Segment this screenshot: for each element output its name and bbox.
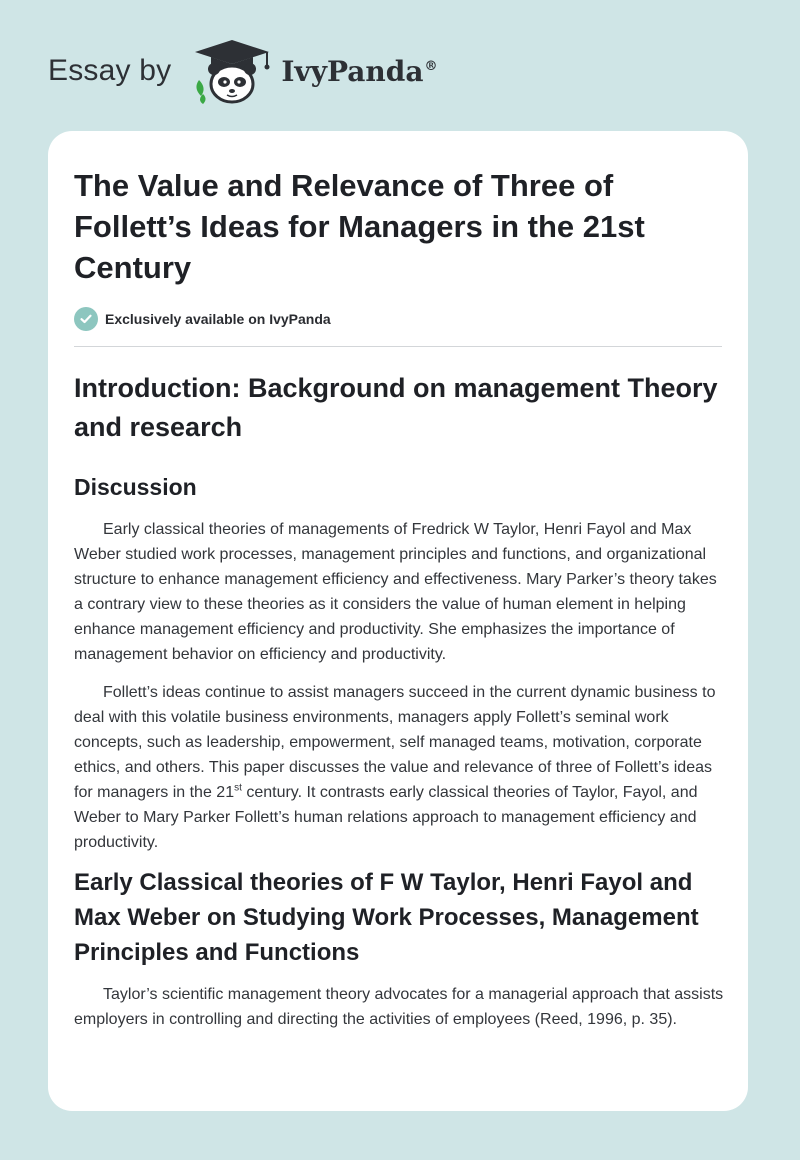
paragraph-1: Early classical theories of managements of Fredrick W Taylor, Henri Fayol and Max Weber studied work processes, management principles and functions, and organizational structure to enhance management efficiency and effectiveness. Mary Parker’s theory takes a contrary view to these theories as it considers the value of human element in helping enhance management efficiency and productivity. She emphasizes the importance of management behavior on efficiency and productivity. xyxy=(74,521,717,663)
exclusive-badge xyxy=(74,306,722,332)
paragraph-2-text-a: Follett’s ideas continue to assist managers succeed in the current dynamic business to deal with this volatile business environments, managers apply Follett’s seminal work concepts, such as leadership, empowerment, self managed teams, motivation, corporate ethics, and others. This paper discusses the value and relevance of three of Follett’s ideas for managers in the 21 xyxy=(74,684,716,801)
section-heading-classical-theories: Early Classical theories of F W Taylor, Henri Fayol and Max Weber on Studying Work Processes, Management Principles and Functions xyxy=(74,869,699,966)
brand-name xyxy=(281,55,437,88)
check-icon xyxy=(74,307,98,331)
essay-title: The Value and Relevance of Three of Follett’s Ideas for Managers in the 21st Century xyxy=(74,168,645,285)
paragraph-3: Taylor’s scientific management theory advocates for a managerial approach that assists employers in controlling and directing the activities of employees (Reed, 1996, p. 35). xyxy=(74,986,724,1028)
ordinal-suffix: st xyxy=(234,782,242,794)
essay-card xyxy=(48,131,748,1111)
paragraph-2 xyxy=(74,680,724,855)
section-heading-introduction: Introduction: Background on management Theory and research xyxy=(74,373,718,442)
subheading-discussion: Discussion xyxy=(74,474,197,500)
panda-logo-icon xyxy=(187,36,277,106)
registered-mark: ® xyxy=(424,59,438,75)
essay-by-label: Essay by xyxy=(48,54,172,87)
exclusive-badge-label: Exclusively available on IvyPanda xyxy=(105,311,331,327)
paragraph-2-text-b: century. It contrasts early classical theories of Taylor, Fayol, and Weber to Mary Parker Follett’s human relations approach to management efficiency and productivity. xyxy=(74,784,698,851)
brand-name-text: IvyPanda xyxy=(281,54,424,88)
title-divider xyxy=(74,346,722,347)
site-header xyxy=(48,36,438,106)
